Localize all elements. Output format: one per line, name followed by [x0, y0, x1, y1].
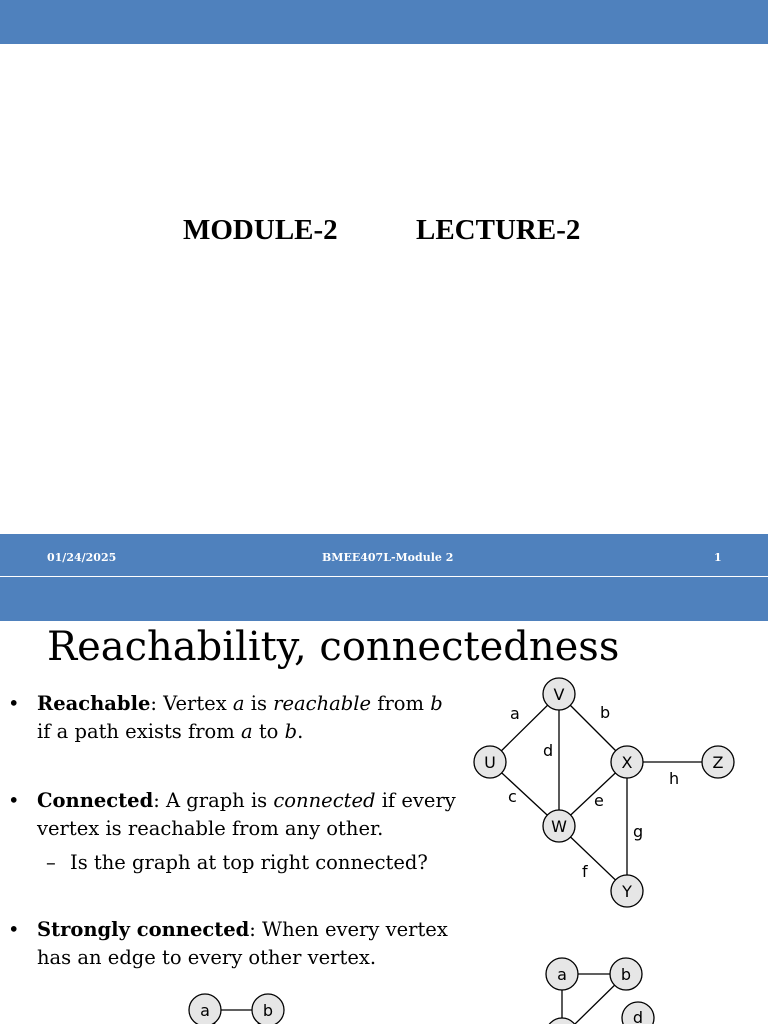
svg-text:b: b	[262, 1001, 274, 1020]
term-connected: Connected	[37, 789, 154, 812]
edge-label-b: b	[600, 703, 611, 722]
graph1-edges	[490, 694, 718, 891]
node-x	[611, 746, 643, 778]
svg-text:W: W	[551, 817, 567, 836]
node-b-small	[252, 994, 284, 1024]
svg-text:Y: Y	[622, 882, 632, 901]
svg-text:X: X	[621, 753, 633, 772]
node-cropped	[546, 1018, 578, 1024]
svg-text:a: a	[200, 1001, 210, 1020]
node-u	[474, 746, 506, 778]
svg-text:d: d	[632, 1008, 644, 1024]
node-d	[622, 1002, 654, 1024]
node-v	[543, 678, 575, 710]
node-b	[610, 958, 642, 990]
svg-text:V: V	[553, 685, 565, 704]
edge-label-f: f	[582, 862, 588, 881]
edge-label-c: c	[508, 787, 517, 806]
bullet-dot: •	[8, 918, 20, 941]
lecture-label: LECTURE-2	[416, 214, 581, 246]
svg-text:Z: Z	[712, 753, 724, 772]
edge-label-a: a	[510, 704, 520, 723]
edge-label-e: e	[594, 791, 604, 810]
slide2-title: Reachability, connectedness	[47, 624, 620, 670]
svg-text:b: b	[620, 965, 632, 984]
node-a-small	[189, 994, 221, 1024]
footer-course: BMEE407L-Module 2	[322, 551, 454, 564]
node-z	[702, 746, 734, 778]
module-label: MODULE-2	[183, 214, 338, 246]
svg-text:U: U	[484, 753, 496, 772]
graph1-edge-labels	[508, 703, 679, 881]
edge-label-d: d	[543, 741, 554, 760]
graph3-nodes	[189, 994, 284, 1024]
bullet-dot: •	[8, 692, 20, 715]
footer-date: 01/24/2025	[47, 551, 117, 564]
sub-bullet-dash: –	[46, 851, 56, 874]
node-y	[611, 875, 643, 907]
edge-label-h: h	[669, 769, 680, 788]
footer-page-number: 1	[714, 551, 722, 564]
node-a	[546, 958, 578, 990]
node-w	[543, 810, 575, 842]
svg-text:a: a	[557, 965, 567, 984]
term-strongly-connected: Strongly connected	[37, 918, 250, 941]
term-reachable: Reachable	[37, 692, 151, 715]
bullet-dot: •	[8, 789, 20, 812]
edge-label-g: g	[633, 822, 644, 841]
